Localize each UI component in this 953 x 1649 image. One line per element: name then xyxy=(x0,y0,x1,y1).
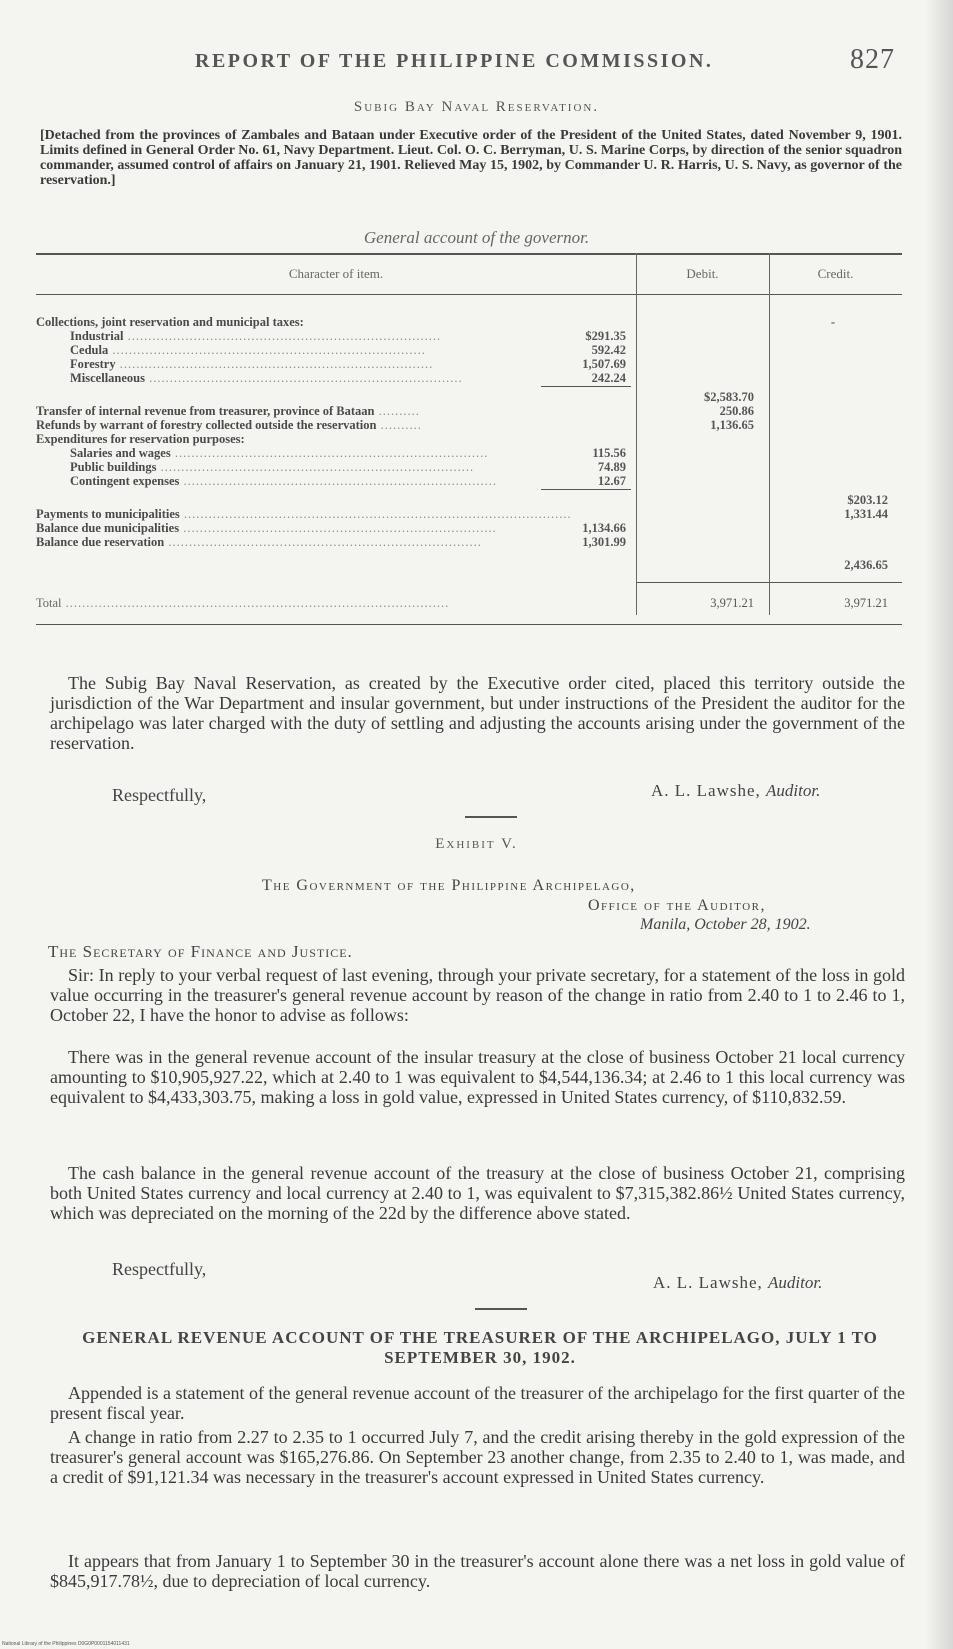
page-number: 827 xyxy=(850,44,895,75)
expenditures-credit: $203.12 xyxy=(847,493,888,507)
signature-title: Auditor. xyxy=(766,781,821,800)
amount-contingent: 12.67 xyxy=(597,474,626,488)
table-row-balance-reservation: Balance due reservation ............................................................................ xyxy=(36,535,482,549)
subtotal-rule xyxy=(541,489,631,490)
letter-paragraph-1: Sir: In reply to your verbal request of last evening, through your private secretary, for a statement of the loss in gold value occurring in the treasurer's general revenue account by reason of the change in ratio from 2.40 to 1 to 2.46 to 1, October 22, I have the honor to advise as follows: xyxy=(50,965,905,1025)
total-debit: 3,971.21 xyxy=(710,596,754,610)
collections-label: Collections, joint reservation and municipal taxes: xyxy=(36,315,304,329)
letterhead-government: The Government of the Philippine Archipelago, xyxy=(262,877,636,894)
total-credit: 3,971.21 xyxy=(844,596,888,610)
row-label: Salaries and wages xyxy=(70,446,171,460)
letter-paragraph-3: The cash balance in the general revenue account of the treasury at the close of business October 21, comprising both United States currency and local currency at 2.40 to 1, was equivalent to $7,315,382.86½ United States currency, which was depreciated on the morning of the 22d by the difference above stated. xyxy=(50,1163,905,1223)
table-row-salaries: Salaries and wages ............................................................................ xyxy=(70,446,489,460)
table-row-total: Total ............................................................................................. xyxy=(36,596,450,610)
amount-miscellaneous: 242.24 xyxy=(591,371,626,385)
scan-footer: National Library of the Philippines D0G0P0001154011431 xyxy=(2,1641,130,1647)
row-label: Transfer of internal revenue from treasurer, province of Bataan xyxy=(36,404,375,418)
total-rule xyxy=(636,582,902,583)
intro-note: [Detached from the provinces of Zambales and Bataan under Executive order of the President of the United States, dated November 9, 1901. Limits defined in General Order No. 61, Navy Department. Lieut. Col. O. C. Berryman, U. S. Marine Corps, by direction of the senior squadron commander, assumed control of affairs on January 21, 1901. Relieved May 15, 1902, by Commander U. R. Harris, U. S. Navy, as governor of the reservation.] xyxy=(40,128,902,188)
signature-name: A. L. Lawshe, xyxy=(651,781,761,800)
table-row-payments: Payments to municipalities .............................................................................................. xyxy=(36,507,572,521)
running-header-title: REPORT OF THE PHILIPPINE COMMISSION. xyxy=(195,50,714,72)
amount-balance-municipalities: 1,134.66 xyxy=(582,521,626,535)
signature-2 xyxy=(653,1273,822,1293)
signature-1 xyxy=(651,781,820,801)
debit-column-line xyxy=(636,253,637,615)
credit-column-line xyxy=(769,253,770,615)
amount-forestry: 1,507.69 xyxy=(582,357,626,371)
row-label: Balance due municipalities xyxy=(36,521,180,535)
table-top-rule xyxy=(36,253,902,255)
reservation-paragraph: The Subig Bay Naval Reservation, as created by the Executive order cited, placed this territory outside the jurisdiction of the War Department and insular government, but under instructions of the President the auditor for the archipelago was later charged with the duty of settling and adjusting the accounts arising under the government of the reservation. xyxy=(50,673,905,753)
letter-addressee: The Secretary of Finance and Justice. xyxy=(48,942,353,961)
table-bottom-rule xyxy=(36,624,902,625)
table-row-balance-municipalities: Balance due municipalities ............................................................................ xyxy=(36,521,497,535)
letter-paragraph-2: There was in the general revenue account of the insular treasury at the close of business October 21 local currency amounting to $10,905,927.22, which at 2.40 to 1 was equivalent to $4,544,136.34; at 2.46 to 1 this local currency was equivalent to $4,433,303.75, making a loss in gold value, expressed in United States currency, of $110,832.59. xyxy=(50,1047,905,1107)
governor-account-table xyxy=(36,253,902,647)
table-row-contingent: Contingent expenses ............................................................................ xyxy=(70,474,498,488)
section-title: Subig Bay Naval Reservation. xyxy=(353,99,600,115)
separator-rule xyxy=(475,1308,527,1310)
row-label: Refunds by warrant of forestry collected outside the reservation xyxy=(36,418,377,432)
amount-salaries: 115.56 xyxy=(592,446,626,460)
general-paragraph-3: It appears that from January 1 to September 30 in the treasurer's account alone there was a net loss in gold value of $845,917.78½, due to depreciation of local currency. xyxy=(50,1551,905,1591)
row-label: Total xyxy=(36,596,62,610)
table-row-industrial: Industrial ............................................................................ xyxy=(70,329,442,343)
letterhead-office: Office of the Auditor, xyxy=(588,897,766,914)
row-label: Public buildings xyxy=(70,460,157,474)
payments-credit: 1,331.44 xyxy=(844,507,888,521)
respectfully-1: Respectfully, xyxy=(112,785,207,805)
column-header-item: Character of item. xyxy=(288,266,384,281)
row-label: Contingent expenses xyxy=(70,474,180,488)
row-label: Cedula xyxy=(70,343,109,357)
credit-dash: - xyxy=(830,315,836,329)
refunds-debit: 1,136.65 xyxy=(710,418,754,432)
collections-debit: $2,583.70 xyxy=(704,390,754,404)
amount-public-buildings: 74.89 xyxy=(597,460,626,474)
signature-title: Auditor. xyxy=(768,1273,823,1292)
general-paragraph-2: A change in ratio from 2.27 to 2.35 to 1 occurred July 7, and the credit arising thereby in the gold expression of the treasurer's general account was $165,276.86. On September 23 another change, from 2.35 to 2.40 to 1, was made, and a credit of $91,121.34 was necessary in the treasurer's account expressed in United States currency. xyxy=(50,1427,905,1487)
running-header xyxy=(0,44,953,74)
subtotal-rule xyxy=(541,386,631,387)
table-row-miscellaneous: Miscellaneous ............................................................................ xyxy=(70,371,463,385)
amount-balance-reservation: 1,301.99 xyxy=(582,535,626,549)
exhibit-heading: Exhibit V. xyxy=(435,836,518,852)
row-label: Industrial xyxy=(70,329,124,343)
respectfully-2: Respectfully, xyxy=(112,1259,207,1279)
table-row-forestry: Forestry ............................................................................ xyxy=(70,357,434,371)
expenditures-label: Expenditures for reservation purposes: xyxy=(36,432,245,446)
balances-credit: 2,436.65 xyxy=(844,558,888,572)
general-revenue-heading: GENERAL REVENUE ACCOUNT OF THE TREASURER OF THE ARCHIPELAGO, JULY 1 TO SEPTEMBER 30, 1902. xyxy=(82,1328,878,1367)
account-caption: General account of the governor. xyxy=(363,228,590,247)
row-label: Payments to municipalities xyxy=(36,507,180,521)
transfer-debit: 250.86 xyxy=(719,404,754,418)
row-label: Balance due reservation xyxy=(36,535,165,549)
column-header-credit: Credit. xyxy=(817,266,854,281)
table-header-rule xyxy=(36,294,902,295)
table-row-cedula: Cedula ............................................................................ xyxy=(70,343,426,357)
column-header-debit: Debit. xyxy=(686,266,719,281)
table-row-refunds: Refunds by warrant of forestry collected outside the reservation .......... xyxy=(36,418,422,432)
amount-industrial: $291.35 xyxy=(585,329,626,343)
amount-cedula: 592.42 xyxy=(591,343,626,357)
row-label: Miscellaneous xyxy=(70,371,145,385)
separator-rule xyxy=(465,816,517,818)
row-label: Forestry xyxy=(70,357,116,371)
general-paragraph-1: Appended is a statement of the general revenue account of the treasurer of the archipelago for the first quarter of the present fiscal year. xyxy=(50,1383,905,1423)
letter-place-date: Manila, October 28, 1902. xyxy=(640,916,811,933)
table-row-public-buildings: Public buildings ............................................................................ xyxy=(70,460,475,474)
signature-name: A. L. Lawshe, xyxy=(653,1273,763,1292)
table-row-transfer: Transfer of internal revenue from treasurer, province of Bataan .......... xyxy=(36,404,420,418)
